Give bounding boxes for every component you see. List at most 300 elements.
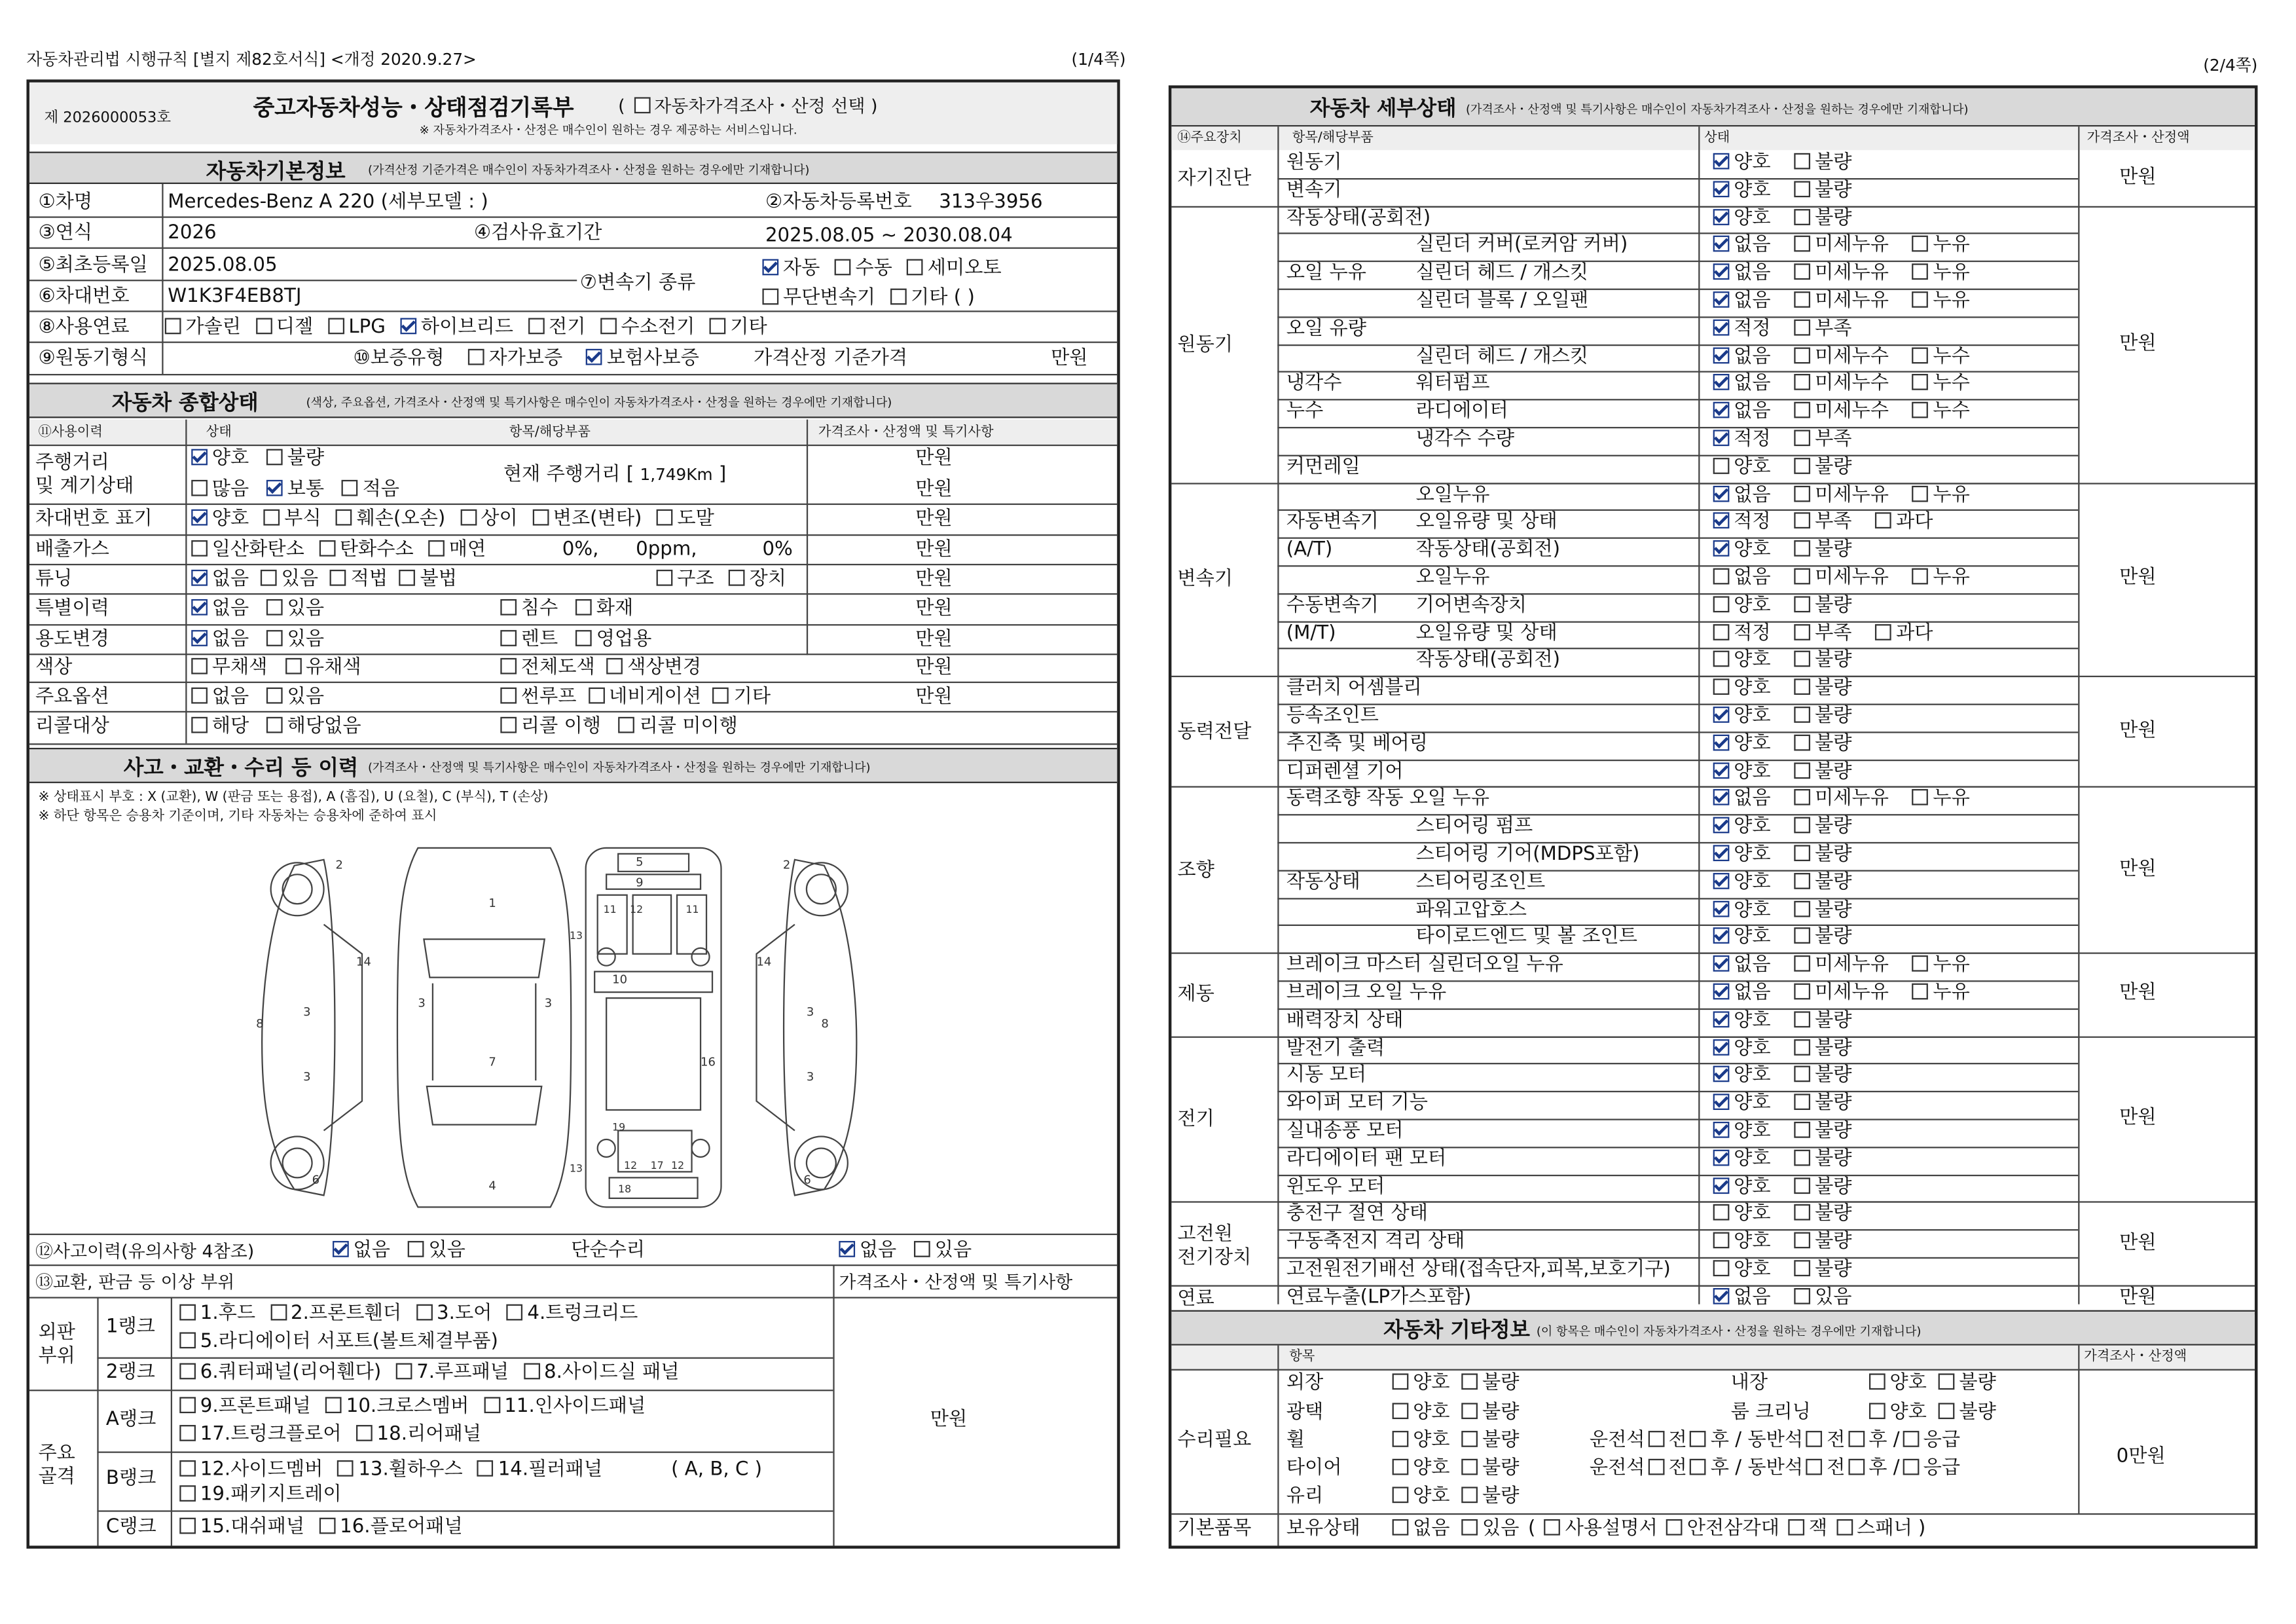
checkbox[interactable] <box>1912 264 1929 280</box>
option-rAb-0[interactable] <box>177 1424 342 1446</box>
state-option[interactable] <box>1710 484 1770 506</box>
state-option[interactable] <box>1791 1010 1851 1032</box>
option-acc2-0[interactable] <box>836 1240 896 1262</box>
checkbox[interactable] <box>1788 1519 1804 1536</box>
checkbox[interactable] <box>285 658 301 674</box>
tuning-type-options[interactable] <box>653 570 798 590</box>
checkbox[interactable] <box>1393 1486 1409 1503</box>
state-option[interactable] <box>1791 152 1851 174</box>
option-rC-0[interactable] <box>177 1516 304 1538</box>
checkbox[interactable] <box>460 509 477 526</box>
state-option[interactable] <box>1791 733 1851 755</box>
option-rC-1[interactable] <box>316 1516 463 1538</box>
checkbox[interactable] <box>179 1485 196 1502</box>
state-option[interactable] <box>1710 345 1770 367</box>
state-option[interactable] <box>1791 1175 1851 1198</box>
checkbox[interactable] <box>1713 540 1730 557</box>
checkbox[interactable] <box>1795 430 1811 446</box>
state-option[interactable] <box>1710 290 1770 312</box>
option-mil1-1[interactable] <box>264 447 324 470</box>
state-option[interactable] <box>1791 1148 1851 1170</box>
checkbox[interactable] <box>255 318 272 335</box>
checkbox[interactable] <box>1713 236 1730 253</box>
checkbox[interactable] <box>1713 347 1730 363</box>
state-option[interactable] <box>1710 816 1770 838</box>
checkbox[interactable] <box>532 509 549 526</box>
option-emis-1[interactable] <box>316 539 414 561</box>
state-option[interactable] <box>1791 1065 1851 1087</box>
state-option[interactable] <box>1791 788 1889 811</box>
checkbox[interactable] <box>1795 264 1811 280</box>
state-option[interactable] <box>1791 705 1851 728</box>
checkbox[interactable] <box>1462 1403 1478 1419</box>
checkbox[interactable] <box>428 540 445 557</box>
checkbox[interactable] <box>179 1425 196 1441</box>
checkbox[interactable] <box>342 480 358 496</box>
state-option[interactable] <box>1791 1286 1851 1308</box>
room-cleaning-options[interactable] <box>1866 1403 2005 1423</box>
checkbox[interactable] <box>1713 1205 1730 1221</box>
transmission-options[interactable] <box>759 259 1013 280</box>
checkbox[interactable] <box>1903 1431 1919 1447</box>
rank-1-parts-2[interactable] <box>177 1332 510 1352</box>
state-option[interactable] <box>1791 899 1851 921</box>
checkbox[interactable] <box>266 630 283 646</box>
wheel-options[interactable] <box>1389 1431 1528 1451</box>
detail-state-options[interactable] <box>1710 291 1990 312</box>
detail-state-options[interactable] <box>1710 1149 1872 1170</box>
checkbox[interactable] <box>266 717 283 733</box>
detail-state-options[interactable] <box>1710 1039 1872 1059</box>
detail-state-options[interactable] <box>1710 458 1872 478</box>
checkbox[interactable] <box>1544 1519 1561 1536</box>
option-opt1-1[interactable] <box>264 686 324 709</box>
special-history-type-options[interactable] <box>498 599 648 619</box>
checkbox[interactable] <box>1713 762 1730 779</box>
checkbox[interactable] <box>1939 1403 1955 1419</box>
state-option[interactable] <box>1872 511 1933 534</box>
detail-state-options[interactable] <box>1710 955 1990 976</box>
state-option[interactable] <box>1791 622 1851 644</box>
checkbox[interactable] <box>1912 568 1929 585</box>
checkbox[interactable] <box>325 1397 342 1413</box>
option-plate-5[interactable] <box>653 508 714 530</box>
checkbox[interactable] <box>890 289 907 305</box>
option-spc2-1[interactable] <box>573 598 633 620</box>
option-use1-1[interactable] <box>264 629 324 651</box>
state-option[interactable] <box>1710 539 1770 561</box>
option-opt2-0[interactable] <box>498 686 577 709</box>
state-option[interactable] <box>1791 539 1851 561</box>
option-r1a-3[interactable] <box>503 1302 638 1325</box>
detail-state-options[interactable] <box>1710 1232 1872 1253</box>
state-option[interactable] <box>1909 788 1969 811</box>
state-option[interactable] <box>1791 290 1889 312</box>
inner-options[interactable] <box>1866 1373 2005 1393</box>
checkbox[interactable] <box>1912 291 1929 308</box>
option-acc1-0[interactable] <box>330 1240 390 1262</box>
checkbox[interactable] <box>1795 319 1811 335</box>
state-option[interactable] <box>1791 179 1851 202</box>
state-option[interactable] <box>1710 234 1770 257</box>
detail-state-options[interactable] <box>1710 1260 1872 1280</box>
state-option[interactable] <box>1710 152 1770 174</box>
detail-state-options[interactable] <box>1710 568 1990 589</box>
state-option[interactable] <box>1909 484 1969 506</box>
checkbox[interactable] <box>191 540 208 557</box>
checkbox[interactable] <box>1795 596 1811 612</box>
option-fuel-6[interactable] <box>706 316 767 339</box>
checkbox[interactable] <box>1713 596 1730 612</box>
state-option[interactable] <box>1791 678 1851 700</box>
option-trans1-2[interactable] <box>904 257 1002 280</box>
recall-status-options[interactable] <box>498 717 753 737</box>
detail-state-options[interactable] <box>1710 319 1872 339</box>
option[interactable] <box>1389 1430 1449 1452</box>
option-warranty-0[interactable] <box>465 348 562 370</box>
option-tun1-3[interactable] <box>397 568 457 591</box>
checkbox[interactable] <box>1713 319 1730 335</box>
option-rBa-1[interactable] <box>335 1459 462 1481</box>
detail-state-options[interactable] <box>1710 375 1990 395</box>
checkbox[interactable] <box>1795 900 1811 917</box>
usage-change-type-options[interactable] <box>498 630 666 650</box>
rank-b-parts-2[interactable] <box>177 1485 354 1505</box>
price-service-option[interactable]: ( 자동차가격조사・산정 선택 ) <box>618 96 878 117</box>
state-option[interactable] <box>1710 207 1770 229</box>
checkbox[interactable] <box>1795 347 1811 363</box>
option[interactable] <box>1389 1372 1449 1394</box>
checkbox[interactable] <box>336 509 352 526</box>
state-option[interactable] <box>1710 373 1770 396</box>
option-tun1-2[interactable] <box>327 568 388 591</box>
option-col2-1[interactable] <box>604 657 701 679</box>
option[interactable] <box>1459 1372 1519 1394</box>
checkbox[interactable] <box>266 480 283 496</box>
state-option[interactable] <box>1710 1065 1770 1087</box>
checkbox[interactable] <box>1848 1459 1865 1475</box>
checkbox[interactable] <box>1912 375 1929 391</box>
rank-a-parts-2[interactable] <box>177 1425 493 1445</box>
checkbox[interactable] <box>588 688 604 704</box>
state-option[interactable] <box>1791 982 1889 1004</box>
detail-state-options[interactable] <box>1710 762 1872 783</box>
tuning-options[interactable] <box>189 570 466 590</box>
option-mil2-1[interactable] <box>264 479 324 501</box>
option[interactable] <box>1866 1401 1926 1424</box>
checkbox[interactable] <box>1648 1459 1664 1475</box>
state-option[interactable] <box>1710 843 1770 866</box>
checkbox[interactable] <box>1713 264 1730 280</box>
checkbox[interactable] <box>1713 1149 1730 1166</box>
price-service-checkbox[interactable] <box>634 97 650 113</box>
option-rBa-0[interactable] <box>177 1459 323 1481</box>
option[interactable] <box>1389 1518 1449 1540</box>
option-opt1-0[interactable] <box>189 686 249 709</box>
detail-state-options[interactable] <box>1710 928 1872 948</box>
checkbox[interactable] <box>1713 651 1730 667</box>
detail-state-options[interactable] <box>1710 1066 1872 1086</box>
option-tun1-1[interactable] <box>258 568 318 591</box>
checkbox[interactable] <box>1713 1288 1730 1304</box>
state-option[interactable] <box>1791 1092 1851 1115</box>
checkbox[interactable] <box>762 259 778 276</box>
checkbox[interactable] <box>575 599 592 616</box>
option-opt2-2[interactable] <box>710 686 771 709</box>
option-mil1-0[interactable] <box>189 447 249 470</box>
option-plate-3[interactable] <box>457 508 517 530</box>
checkbox[interactable] <box>1795 485 1811 502</box>
checkbox[interactable] <box>1912 984 1929 1000</box>
detail-state-options[interactable] <box>1710 1011 1872 1031</box>
checkbox[interactable] <box>1795 1011 1811 1027</box>
state-option[interactable] <box>1791 207 1851 229</box>
option[interactable] <box>1459 1401 1519 1424</box>
option-plate-1[interactable] <box>261 508 321 530</box>
option-r2-1[interactable] <box>393 1361 509 1384</box>
own-status-options[interactable] <box>1389 1519 1925 1540</box>
checkbox[interactable] <box>1876 623 1892 640</box>
checkbox[interactable] <box>270 1304 287 1321</box>
detail-state-options[interactable] <box>1710 596 1872 616</box>
option-rAa-0[interactable] <box>177 1395 311 1418</box>
state-option[interactable] <box>1791 760 1851 783</box>
checkbox[interactable] <box>1795 513 1811 529</box>
state-option[interactable] <box>1710 871 1770 893</box>
option-fuel-4[interactable] <box>525 316 585 339</box>
checkbox[interactable] <box>1713 485 1730 502</box>
checkbox[interactable] <box>575 630 592 646</box>
checkbox[interactable] <box>1462 1486 1478 1503</box>
checkbox[interactable] <box>1795 1066 1811 1082</box>
checkbox[interactable] <box>839 1241 855 1257</box>
checkbox[interactable] <box>1713 1260 1730 1276</box>
detail-state-options[interactable] <box>1710 707 1872 727</box>
checkbox[interactable] <box>1713 375 1730 391</box>
state-option[interactable] <box>1791 318 1851 340</box>
state-option[interactable] <box>1710 650 1770 672</box>
option-emis-2[interactable] <box>426 539 486 561</box>
option-fuel-0[interactable] <box>162 316 241 339</box>
checkbox[interactable] <box>266 599 283 616</box>
state-option[interactable] <box>1909 401 1969 423</box>
checkbox[interactable] <box>1795 458 1811 474</box>
option-spc2-0[interactable] <box>498 598 558 620</box>
state-option[interactable] <box>1791 263 1889 285</box>
option-use1-0[interactable] <box>189 629 249 651</box>
checkbox[interactable] <box>179 1518 196 1534</box>
checkbox[interactable] <box>1713 790 1730 806</box>
option[interactable] <box>1785 1518 1827 1540</box>
detail-state-options[interactable] <box>1710 984 1990 1004</box>
checkbox[interactable] <box>1912 955 1929 972</box>
rank-a-parts[interactable] <box>177 1397 657 1417</box>
option-acc1-1[interactable] <box>405 1240 465 1262</box>
checkbox[interactable] <box>1795 707 1811 723</box>
state-option[interactable] <box>1791 456 1851 478</box>
checkbox[interactable] <box>1713 181 1730 197</box>
checkbox[interactable] <box>266 449 283 466</box>
checkbox[interactable] <box>179 1397 196 1413</box>
checkbox[interactable] <box>399 570 416 586</box>
option[interactable] <box>1664 1518 1779 1540</box>
detail-state-options[interactable] <box>1710 1205 1872 1225</box>
checkbox[interactable] <box>179 1304 196 1321</box>
checkbox[interactable] <box>179 1460 196 1477</box>
checkbox[interactable] <box>1836 1519 1853 1536</box>
transmission-options-2[interactable] <box>759 289 987 309</box>
option-tun2-1[interactable] <box>726 568 786 591</box>
option-fuel-2[interactable] <box>325 316 386 339</box>
state-option[interactable] <box>1710 1120 1770 1143</box>
main-option-type-options[interactable] <box>498 688 780 708</box>
detail-state-options[interactable] <box>1710 900 1872 921</box>
state-option[interactable] <box>1710 595 1770 617</box>
checkbox[interactable] <box>1690 1431 1706 1447</box>
checkbox[interactable] <box>1713 955 1730 972</box>
checkbox[interactable] <box>1713 707 1730 723</box>
fuel-options[interactable] <box>162 318 778 339</box>
state-option[interactable] <box>1710 401 1770 423</box>
option-mil2-2[interactable] <box>339 479 399 501</box>
option-emis-0[interactable] <box>189 539 304 561</box>
state-option[interactable] <box>1710 1037 1770 1060</box>
option-rec2-1[interactable] <box>616 716 738 738</box>
state-option[interactable] <box>1710 760 1770 783</box>
checkbox[interactable] <box>400 318 416 335</box>
detail-state-options[interactable] <box>1710 845 1872 865</box>
option-plate-0[interactable] <box>189 508 249 530</box>
state-option[interactable] <box>1791 954 1889 976</box>
detail-state-options[interactable] <box>1710 236 1990 257</box>
state-option[interactable] <box>1710 566 1770 589</box>
checkbox[interactable] <box>586 349 602 365</box>
checkbox[interactable] <box>1795 984 1811 1000</box>
option-rBa-2[interactable] <box>475 1459 602 1481</box>
option[interactable] <box>1833 1518 1912 1540</box>
option-r1a-2[interactable] <box>413 1302 492 1325</box>
checkbox[interactable] <box>619 717 635 733</box>
state-option[interactable] <box>1791 871 1851 893</box>
option-r2-0[interactable] <box>177 1361 382 1384</box>
tire-options[interactable] <box>1389 1459 1528 1479</box>
checkbox[interactable] <box>1848 1431 1865 1447</box>
detail-state-options[interactable] <box>1710 651 1872 671</box>
checkbox[interactable] <box>1462 1519 1478 1536</box>
checkbox[interactable] <box>1393 1431 1409 1447</box>
checkbox[interactable] <box>191 717 208 733</box>
state-option[interactable] <box>1791 1120 1851 1143</box>
checkbox[interactable] <box>1713 1177 1730 1193</box>
checkbox[interactable] <box>1713 734 1730 750</box>
state-option[interactable] <box>1791 816 1851 838</box>
state-option[interactable] <box>1791 843 1851 866</box>
state-option[interactable] <box>1791 1259 1851 1281</box>
option-trans1-0[interactable] <box>759 257 820 280</box>
option-fuel-5[interactable] <box>597 316 695 339</box>
checkbox[interactable] <box>1795 181 1811 197</box>
checkbox[interactable] <box>338 1460 354 1477</box>
checkbox[interactable] <box>191 570 208 586</box>
checkbox[interactable] <box>1713 208 1730 225</box>
checkbox[interactable] <box>1795 1177 1811 1193</box>
option-spc1-0[interactable] <box>189 598 249 620</box>
state-option[interactable] <box>1791 484 1889 506</box>
checkbox[interactable] <box>657 570 673 586</box>
option-r1a-1[interactable] <box>267 1302 401 1325</box>
wheel-position-options[interactable] <box>1590 1431 1960 1451</box>
checkbox[interactable] <box>264 509 280 526</box>
state-option[interactable] <box>1909 345 1969 367</box>
checkbox[interactable] <box>1713 458 1730 474</box>
detail-state-options[interactable] <box>1710 347 1990 367</box>
state-option[interactable] <box>1909 954 1969 976</box>
checkbox[interactable] <box>1795 623 1811 640</box>
checkbox[interactable] <box>1713 817 1730 834</box>
checkbox[interactable] <box>1795 928 1811 944</box>
checkbox[interactable] <box>1713 1011 1730 1027</box>
option-col2-0[interactable] <box>498 657 595 679</box>
checkbox[interactable] <box>1462 1459 1478 1475</box>
warranty-options[interactable] <box>465 349 720 369</box>
checkbox[interactable] <box>1795 153 1811 170</box>
main-option-options[interactable] <box>189 688 339 708</box>
state-option[interactable] <box>1909 373 1969 396</box>
option[interactable] <box>1389 1401 1449 1424</box>
state-option[interactable] <box>1791 428 1851 451</box>
checkbox[interactable] <box>657 509 673 526</box>
detail-state-options[interactable] <box>1710 264 1990 284</box>
usage-change-options[interactable] <box>189 630 339 650</box>
state-option[interactable] <box>1791 650 1851 672</box>
mileage-amount-options[interactable] <box>189 480 414 500</box>
checkbox[interactable] <box>333 1241 349 1257</box>
state-option[interactable] <box>1791 566 1889 589</box>
checkbox[interactable] <box>1713 402 1730 418</box>
checkbox[interactable] <box>1912 347 1929 363</box>
checkbox[interactable] <box>191 509 208 526</box>
checkbox[interactable] <box>524 1363 540 1380</box>
state-option[interactable] <box>1710 263 1770 285</box>
checkbox[interactable] <box>528 318 545 335</box>
state-option[interactable] <box>1710 1175 1770 1198</box>
state-option[interactable] <box>1909 566 1969 589</box>
checkbox[interactable] <box>1876 513 1892 529</box>
state-option[interactable] <box>1710 982 1770 1004</box>
checkbox[interactable] <box>1462 1431 1478 1447</box>
checkbox[interactable] <box>1713 430 1730 446</box>
checkbox[interactable] <box>191 480 208 496</box>
state-option[interactable] <box>1791 511 1851 534</box>
checkbox[interactable] <box>500 717 517 733</box>
checkbox[interactable] <box>1912 485 1929 502</box>
state-option[interactable] <box>1710 899 1770 921</box>
option-mil2-0[interactable] <box>189 479 249 501</box>
state-option[interactable] <box>1710 927 1770 949</box>
option-trans2-1[interactable] <box>887 287 975 309</box>
checkbox[interactable] <box>1648 1431 1664 1447</box>
option-rec2-0[interactable] <box>498 716 601 738</box>
option-trans1-1[interactable] <box>831 257 892 280</box>
checkbox[interactable] <box>710 318 726 335</box>
checkbox[interactable] <box>1795 291 1811 308</box>
option[interactable] <box>1459 1458 1519 1480</box>
checkbox[interactable] <box>1713 623 1730 640</box>
checkbox[interactable] <box>500 688 517 704</box>
checkbox[interactable] <box>1713 900 1730 917</box>
state-option[interactable] <box>1791 345 1889 367</box>
outer-options[interactable] <box>1389 1373 1528 1393</box>
